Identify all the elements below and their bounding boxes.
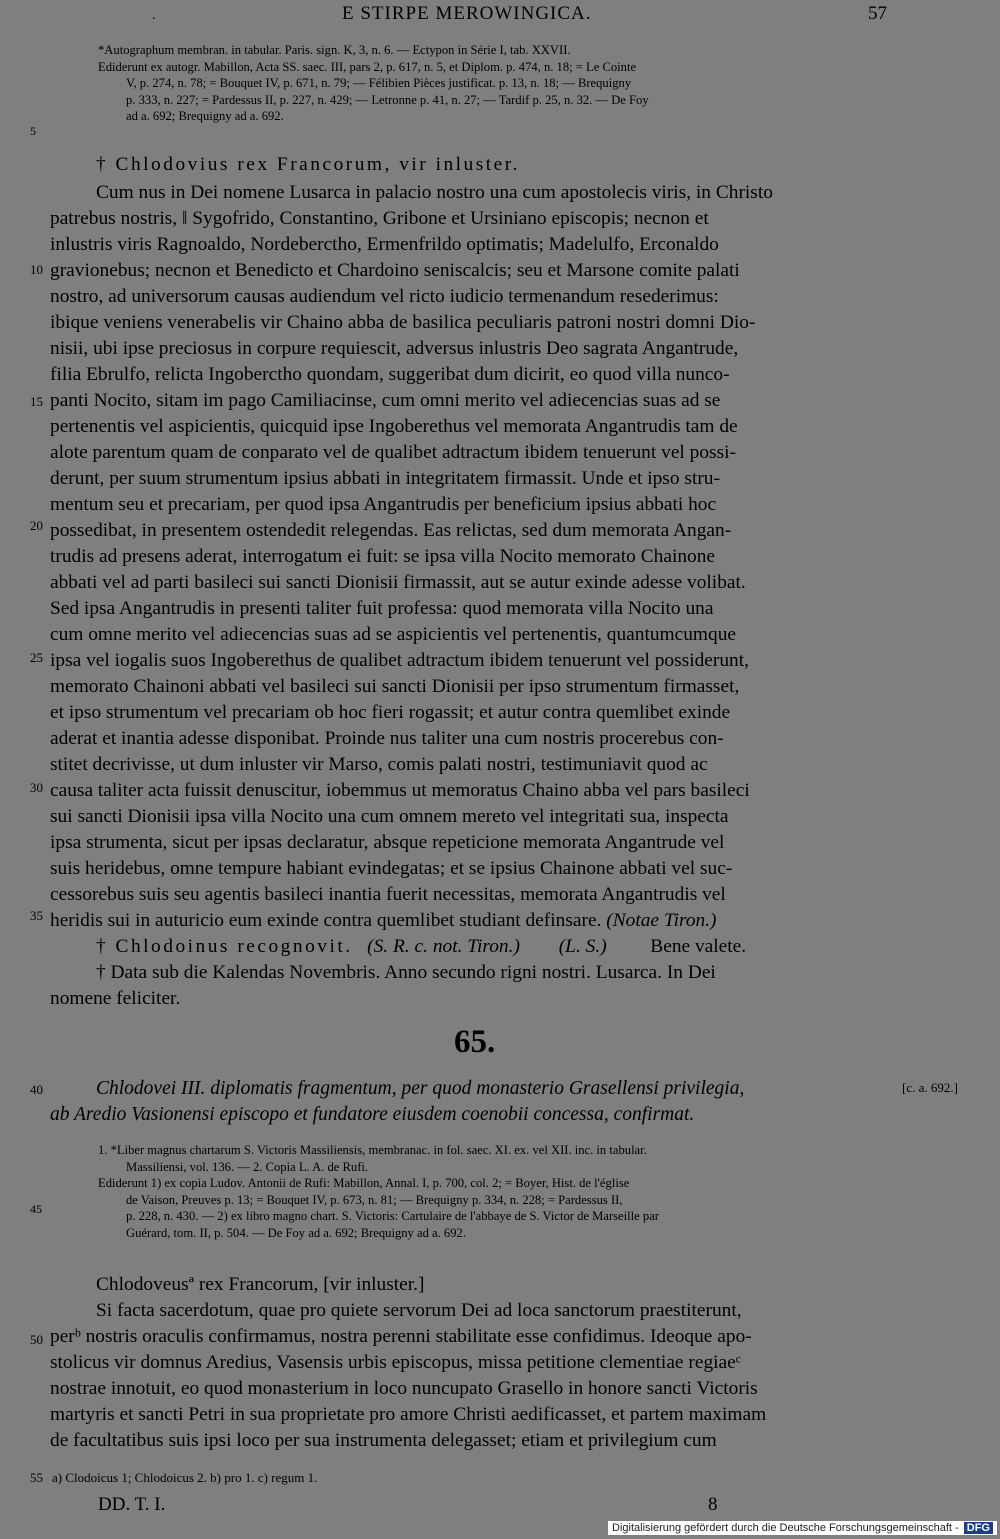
text-line: trudis ad presens aderat, interrogatum ei fuit: se ipsa villa Nocito memorato Chainone (50, 546, 716, 567)
text-line: cessorebus suis seu agentis basileci inantia fuerit necessitas, memorata Angantrudis vel (50, 884, 726, 905)
line-number: 25 (30, 650, 43, 665)
recognition-line: † Chlodoinus recognovit. (S. R. c. not. Tiron.) (L. S.) Bene valete. (96, 936, 747, 957)
line-number: 10 (30, 262, 43, 277)
text-line: panti Nocito, sitam im pago Camiliacinse, cum omni merito vel adiecencias suas ad se (50, 390, 721, 411)
note-line: ad a. 692; Brequigny ad a. 692. (126, 109, 284, 123)
text-line: nisii, ubi ipse preciosus in corpure requiescit, adversus inlustris Deo sagrata Angantrude, (50, 338, 739, 359)
text-line: perᵇ nostris oraculis confirmamus, nostra perenni stabilitate esse confidimus. Ideoque apo- (50, 1326, 752, 1347)
line-number: 5 (30, 124, 36, 138)
note-line: V, p. 274, n. 78; = Bouquet IV, p. 671, n. 79; — Félibien Pièces justificat. p. 13, n. 18; — Brequigny (126, 76, 632, 90)
text-line: aderat et inantia adesse disponibat. Proinde nus taliter una cum nostris procerebus con- (50, 728, 724, 749)
text-line: alote parentum quam de conparato vel de qualibet adtractum ibidem tenuerunt vel possi- (50, 442, 736, 463)
doc64-intitulatio: † Chlodovius rex Francorum, vir inluster. (96, 154, 521, 175)
line-number: 50 (30, 1332, 43, 1347)
dfg-credit (608, 1521, 997, 1535)
text-line: derunt, per suum strumentum ipsius abbati in integritatem firmassit. Unde et ipso stru- (50, 468, 720, 489)
regest-line: Chlodovei III. diplomatis fragmentum, per quod monasterio Grasellensi privilegia, (96, 1078, 745, 1099)
datum-line: † Data sub die Kalendas Novembris. Anno secundo rigni nostri. Lusarca. In Dei (96, 962, 716, 983)
line-number: 55 (30, 1470, 43, 1485)
note-line: Massiliensi, vol. 136. — 2. Copia L. A. de Rufi. (126, 1159, 369, 1174)
text-line: ibique veniens venerabelis vir Chaino abba de basilica peculiaris patroni nostri domni Dio- (50, 312, 756, 333)
dfg-logo-icon: DFG (964, 1522, 993, 1534)
text-line: filia Ebrulfo, relicta Ingoberctho quondam, suggeribat dum dicirit, eo quod villa nunco- (50, 364, 730, 385)
text-line: de facultatibus suis ipsi loco per sua instrumenta delegasset; etiam et privilegium cum (50, 1430, 717, 1451)
note-line: *Autographum membran. in tabular. Paris. sign. K, 3, n. 6. — Ectypon in Série I, tab. XXVII. (98, 43, 571, 57)
text-line: Si facta sacerdotum, quae pro quiete servorum Dei ad loca sanctorum praestiterunt, (96, 1300, 742, 1321)
line-number: 30 (30, 780, 43, 795)
running-title: E STIRPE MEROWINGICA. (342, 3, 592, 24)
header-dot: . (152, 8, 156, 23)
page-number: 57 (868, 3, 887, 24)
footnotes: a) Clodoicus 1; Chlodoicus 2. b) pro 1. c) regum 1. (52, 1470, 318, 1485)
note-line: p. 333, n. 227; = Pardessus II, p. 227, n. 429; — Letronne p. 41, n. 27; — Tardif p. 25, n. 32. — De Foy (126, 92, 649, 107)
text-line: sui sancti Dionisii ipsa villa Nocito una cum omnem mereto vel integritati sua, inspecta (50, 806, 729, 827)
text-line: stitet decrivisse, ut dum inluster vir Marso, comis palati nostri, testimuniavit quod ac (50, 754, 708, 775)
text-line: cum omne merito vel adiecencias suas ad se aspicientis vel pertenentis, quantumcumque (50, 624, 736, 645)
text-line: inlustris viris Ragnoaldo, Nordeberctho, Ermenfrildo optimatis; Madelulfo, Erconaldo (50, 234, 719, 255)
note-line: Ediderunt ex autogr. Mabillon, Acta SS. saec. III, pars 2, p. 617, n. 5, et Diplom. p. 474, n. 18; = Le Cointe (98, 59, 637, 74)
doc64-source-notes (98, 42, 898, 125)
note-line: de Vaison, Preuves p. 13; = Bouquet IV, p. 673, n. 81; — Brequigny p. 334, n. 228; = Pardessus II, (126, 1192, 623, 1207)
text-line: heridis sui in auturicio eum exinde contra quemlibet studiant definsare. (Notae Tiron.) (50, 910, 717, 931)
line-number: 15 (30, 394, 43, 409)
text-line: possedibat, in presentem ostendedit relegendas. Eas relictas, sed dum memorata Angan- (50, 520, 732, 541)
dfg-credit-text: Digitalisierung gefördert durch die Deutsche Forschungsgemeinschaft - (612, 1522, 959, 1534)
note-line: 1. *Liber magnus chartarum S. Victoris Massiliensis, membranac. in fol. saec. XI. ex. vel XII. inc. in tabular. (98, 1143, 647, 1157)
text-line: patrebus nostris, ‖ Sygofrido, Constantino, Gribone et Ursiniano episcopis; necnon et (50, 208, 709, 229)
signature-number: 8 (708, 1494, 718, 1515)
text-line: Sed ipsa Angantrudis in presenti taliter fuit professa: quod memorata villa Nocito una (50, 598, 714, 619)
text-line: mentum seu et precariam, per quod ipsa Angantrudis per beneficium ipsius abbati hoc (50, 494, 717, 515)
line-number: 20 (30, 518, 43, 533)
text-line: nostrae innotuit, eo quod monasterium in loco nuncupato Grasello in honore sancti Victoris (50, 1378, 758, 1399)
text-line: ipsa strumenta, sicut per ipsas declaratur, absque repeticione memorata Angantrude vel (50, 832, 725, 853)
signature-mark: DD. T. I. (98, 1494, 166, 1515)
text-line: suis heridebus, omne tempure habiant evindegatas; et se ipsius Chainone abbati vel suc- (50, 858, 733, 879)
line-number: 40 (30, 1082, 43, 1097)
text-line: ipsa vel iogalis suos Ingoberethus de qualibet adtractum ibidem tenuerunt vel possiderunt, (50, 650, 749, 671)
doc65-body (50, 1272, 900, 1454)
text-line: abbati vel ad parti basileci sui sancti Dionisii firmassit, aut se autur exinde adesse volibat. (50, 572, 746, 593)
datum-line: nomene feliciter. (50, 988, 181, 1009)
doc65-intitulatio: Chlodoveusª rex Francorum, [vir inluster.] (96, 1274, 425, 1295)
line-number: 45 (30, 1202, 42, 1216)
text-line: nostro, ad universorum causas audiendum vel ricto iudicio termenandum resederimus: (50, 286, 719, 307)
note-line: p. 228, n. 430. — 2) ex libro magno chart. S. Victoris: Cartulaire de l'abbaye de S. Victor de Marseille par (126, 1209, 659, 1223)
notae-tironianae: (Notae Tiron.) (606, 910, 717, 931)
text-line: gravionebus; necnon et Benedicto et Chardoino seniscalcis; seu et Marsone comite palati (50, 260, 740, 281)
text-line: memorato Chainoni abbati vel basileci sui sancti Dionisii per ipso strumentum firmasset, (50, 676, 740, 697)
text-line: stolicus vir domnus Aredius, Vasensis urbis episcopus, missa petitione clementiae regiaeᶜ (50, 1352, 741, 1373)
document-number: 65. (454, 1024, 496, 1060)
line-number: 35 (30, 908, 43, 923)
text-line: Cum nus in Dei nomene Lusarca in palacio nostro una cum apostolecis viris, in Christo (96, 182, 773, 203)
text-line: martyris et sancti Petri in sua proprietate pro amore Christi aedificasset, et partem maximam (50, 1404, 767, 1425)
regest-line: ab Aredio Vasionensi episcopo et fundatore eiusdem coenobii concessa, confirmat. (50, 1104, 695, 1125)
text-line: et ipso strumentum vel precariam ob hoc fieri rogassit; et autur contra quemlibet exinde (50, 702, 731, 723)
doc64-body (50, 180, 900, 1012)
note-line: Guérard, tom. II, p. 504. — De Foy ad a. 692; Brequigny ad a. 692. (126, 1225, 466, 1240)
text-line: causa taliter acta fuissit denuscitur, iobemmus ut memoratus Chaino abba vel pars basileci (50, 780, 750, 801)
margin-date: [c. a. 692.] (902, 1080, 958, 1095)
text-line: pertenentis vel aspicientis, quicquid ipse Ingoberethus vel memorata Angantrudis tam de (50, 416, 738, 437)
doc65-source-notes (98, 1142, 898, 1241)
note-line: Ediderunt 1) ex copia Ludov. Antonii de Rufi: Mabillon, Annal. I, p. 700, col. 2; = Boyer, Hist. de l'église (98, 1176, 630, 1190)
doc65-regest (50, 1076, 906, 1128)
